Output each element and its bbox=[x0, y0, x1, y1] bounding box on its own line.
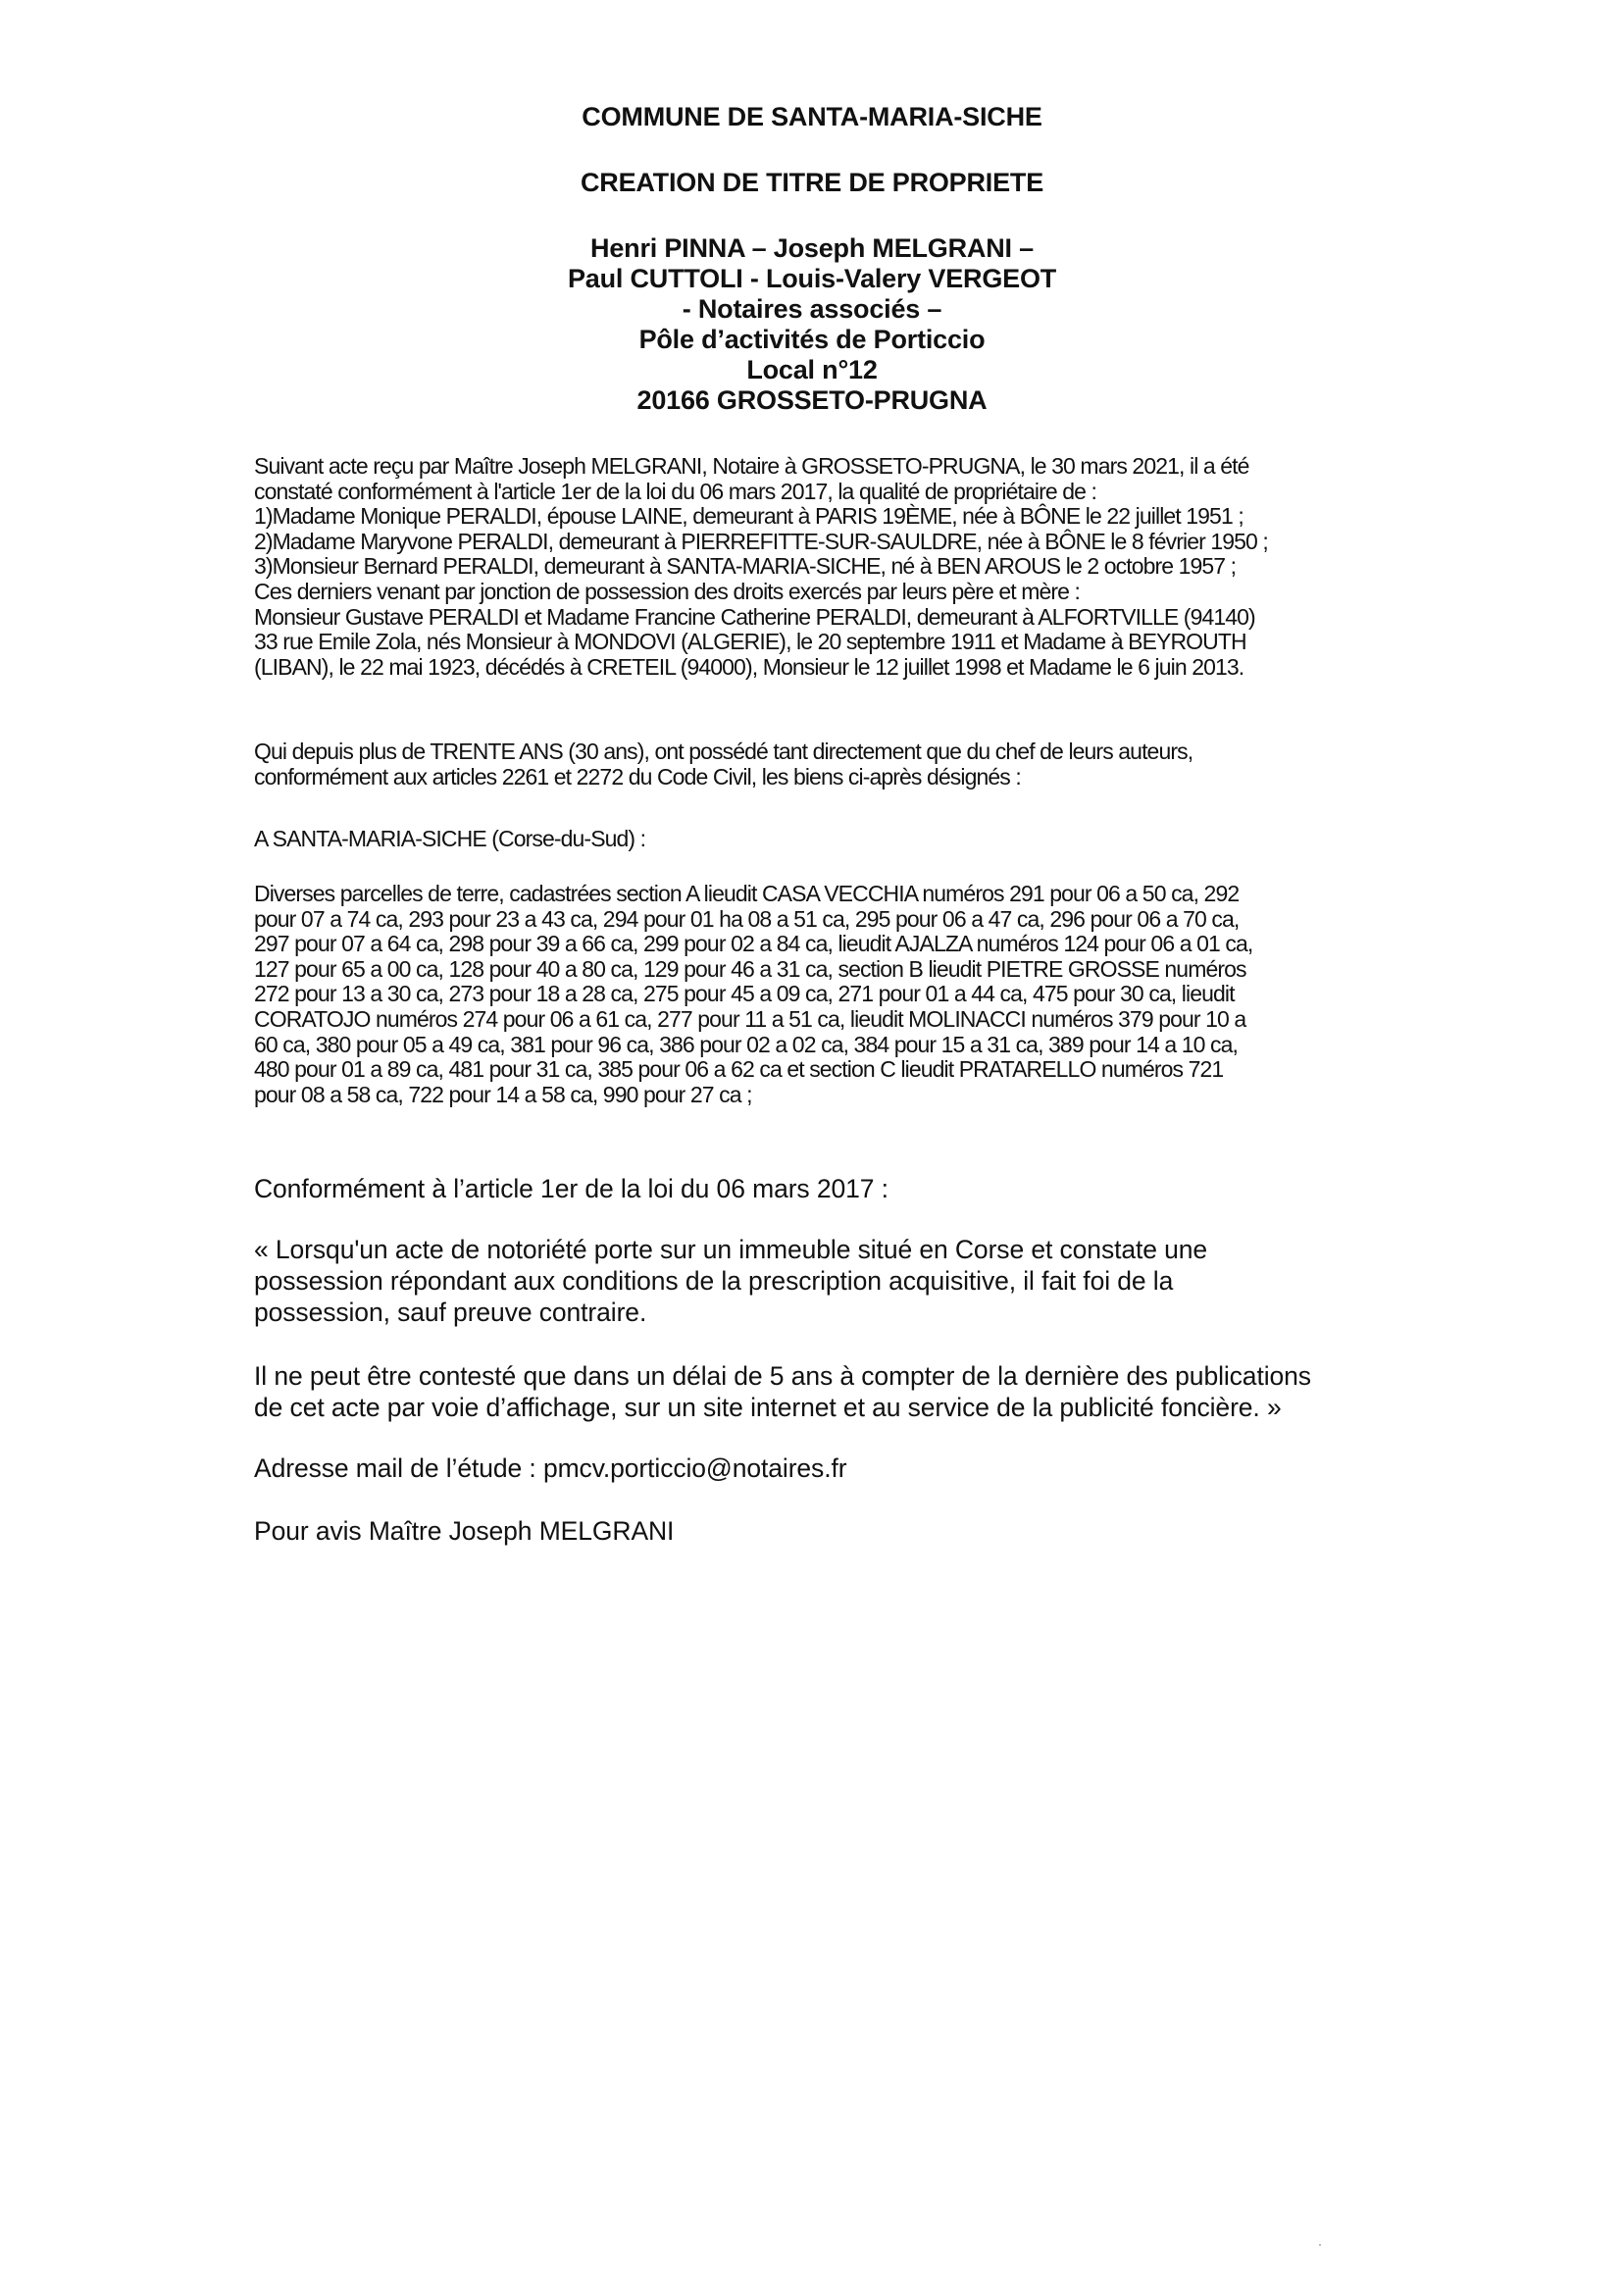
text-line: « Lorsqu'un acte de notoriété porte sur un immeuble situé en Corse et constate une bbox=[254, 1235, 1208, 1264]
notaires-line: Local n°12 bbox=[746, 355, 878, 384]
text-line: Suivant acte reçu par Maître Joseph MELGRANI, Notaire à GROSSETO-PRUGNA, le 30 mars 2021, il a été bbox=[254, 453, 1249, 479]
notaires-line: Pôle d’activités de Porticcio bbox=[638, 325, 986, 354]
notaires-line: - Notaires associés – bbox=[682, 294, 942, 324]
avis-signature bbox=[254, 1515, 1431, 1547]
text-line: 1)Madame Monique PERALDI, épouse LAINE, demeurant à PARIS 19ÈME, née à BÔNE le 22 juillet 1951 ; bbox=[254, 503, 1243, 530]
commune-title: COMMUNE DE SANTA-MARIA-SICHE bbox=[582, 102, 1042, 131]
text-line: 2)Madame Maryvone PERALDI, demeurant à PIERREFITTE-SUR-SAULDRE, née à BÔNE le 8 février 1950 ; bbox=[254, 528, 1268, 554]
text-line: 272 pour 13 a 30 ca, 273 pour 18 a 28 ca, 275 pour 45 a 09 ca, 271 pour 01 a 44 ca, 475 pour 30 ca, lieudit bbox=[254, 981, 1235, 1007]
notaires-line: Henri PINNA – Joseph MELGRANI – bbox=[590, 233, 1034, 263]
location-paragraph bbox=[254, 827, 1382, 852]
text-line: Diverses parcelles de terre, cadastrées section A lieudit CASA VECCHIA numéros 291 pour 06 a 50 ca, 292 bbox=[254, 881, 1240, 906]
conforme-paragraph bbox=[254, 1173, 1431, 1204]
text-line: Conformément à l’article 1er de la loi du 06 mars 2017 : bbox=[254, 1174, 888, 1203]
text-line: possession répondant aux conditions de la prescription acquisitive, il fait foi de la bbox=[254, 1266, 1174, 1296]
text-line: A SANTA-MARIA-SICHE (Corse-du-Sud) : bbox=[254, 826, 646, 851]
delai-paragraph bbox=[254, 1360, 1431, 1423]
possession-paragraph bbox=[254, 739, 1382, 790]
email-line bbox=[254, 1452, 1431, 1484]
text-line: conformément aux articles 2261 et 2272 du Code Civil, les biens ci-après désignés : bbox=[254, 763, 1021, 790]
text-line: Il ne peut être contesté que dans un délai de 5 ans à compter de la dernière des publications bbox=[254, 1361, 1311, 1391]
parcelles-paragraph bbox=[254, 882, 1382, 1107]
text-line: 3)Monsieur Bernard PERALDI, demeurant à SANTA-MARIA-SICHE, né à BEN AROUS le 2 octobre 1957 ; bbox=[254, 553, 1237, 580]
notaires-line: Paul CUTTOLI - Louis-Valery VERGEOT bbox=[567, 264, 1057, 293]
document-title: CREATION DE TITRE DE PROPRIETE bbox=[580, 168, 1044, 197]
text-line: Pour avis Maître Joseph MELGRANI bbox=[254, 1516, 675, 1546]
text-line: Ces derniers venant par jonction de possession des droits exercés par leurs père et mère : bbox=[254, 578, 1081, 604]
citation-paragraph bbox=[254, 1234, 1431, 1328]
intro-paragraph bbox=[254, 454, 1382, 680]
notaires-block bbox=[0, 233, 1624, 416]
text-line: 60 ca, 380 pour 05 a 49 ca, 381 pour 96 ca, 386 pour 02 a 02 ca, 384 pour 15 a 31 ca, 389 pour 14 a 10 ca, bbox=[254, 1031, 1239, 1057]
text-line: pour 07 a 74 ca, 293 pour 23 a 43 ca, 294 pour 01 ha 08 a 51 ca, 295 pour 06 a 47 ca, 296 pour 06 a 70 ca, bbox=[254, 905, 1240, 932]
text-line: de cet acte par voie d’affichage, sur un site internet et au service de la publicité foncière. » bbox=[254, 1393, 1282, 1422]
text-line: CORATOJO numéros 274 pour 06 a 61 ca, 277 pour 11 a 51 ca, lieudit MOLINACCI numéros 379 pour 10 a bbox=[254, 1005, 1246, 1032]
text-line: pour 08 a 58 ca, 722 pour 14 a 58 ca, 990 pour 27 ca ; bbox=[254, 1081, 752, 1107]
text-line: constaté conformément à l'article 1er de la loi du 06 mars 2017, la qualité de propriétaire de : bbox=[254, 478, 1096, 504]
notaires-line: 20166 GROSSETO-PRUGNA bbox=[636, 385, 988, 415]
text-line: Adresse mail de l’étude : pmcv.porticcio@notaires.fr bbox=[254, 1453, 847, 1483]
text-line: possession, sauf preuve contraire. bbox=[254, 1298, 647, 1327]
text-line: 33 rue Emile Zola, nés Monsieur à MONDOVI (ALGERIE), le 20 septembre 1911 et Madame à BEYROUTH bbox=[254, 629, 1246, 655]
text-line: 127 pour 65 a 00 ca, 128 pour 40 a 80 ca, 129 pour 46 a 31 ca, section B lieudit PIETRE GROSSE numéros bbox=[254, 955, 1246, 982]
text-line: (LIBAN), le 22 mai 1923, décédés à CRETEIL (94000), Monsieur le 12 juillet 1998 et Madame le 6 juin 2013. bbox=[254, 653, 1244, 680]
text-line: Qui depuis plus de TRENTE ANS (30 ans), ont possédé tant directement que du chef de leurs auteurs, bbox=[254, 739, 1193, 764]
text-line: Monsieur Gustave PERALDI et Madame Francine Catherine PERALDI, demeurant à ALFORTVILLE (94140) bbox=[254, 603, 1255, 630]
text-line: 297 pour 07 a 64 ca, 298 pour 39 a 66 ca, 299 pour 02 a 84 ca, lieudit AJALZA numéros 124 pour 06 a 01 ca, bbox=[254, 931, 1253, 957]
scan-speck bbox=[1319, 2244, 1321, 2246]
text-line: 480 pour 01 a 89 ca, 481 pour 31 ca, 385 pour 06 a 62 ca et section C lieudit PRATARELLO numéros 721 bbox=[254, 1056, 1224, 1083]
